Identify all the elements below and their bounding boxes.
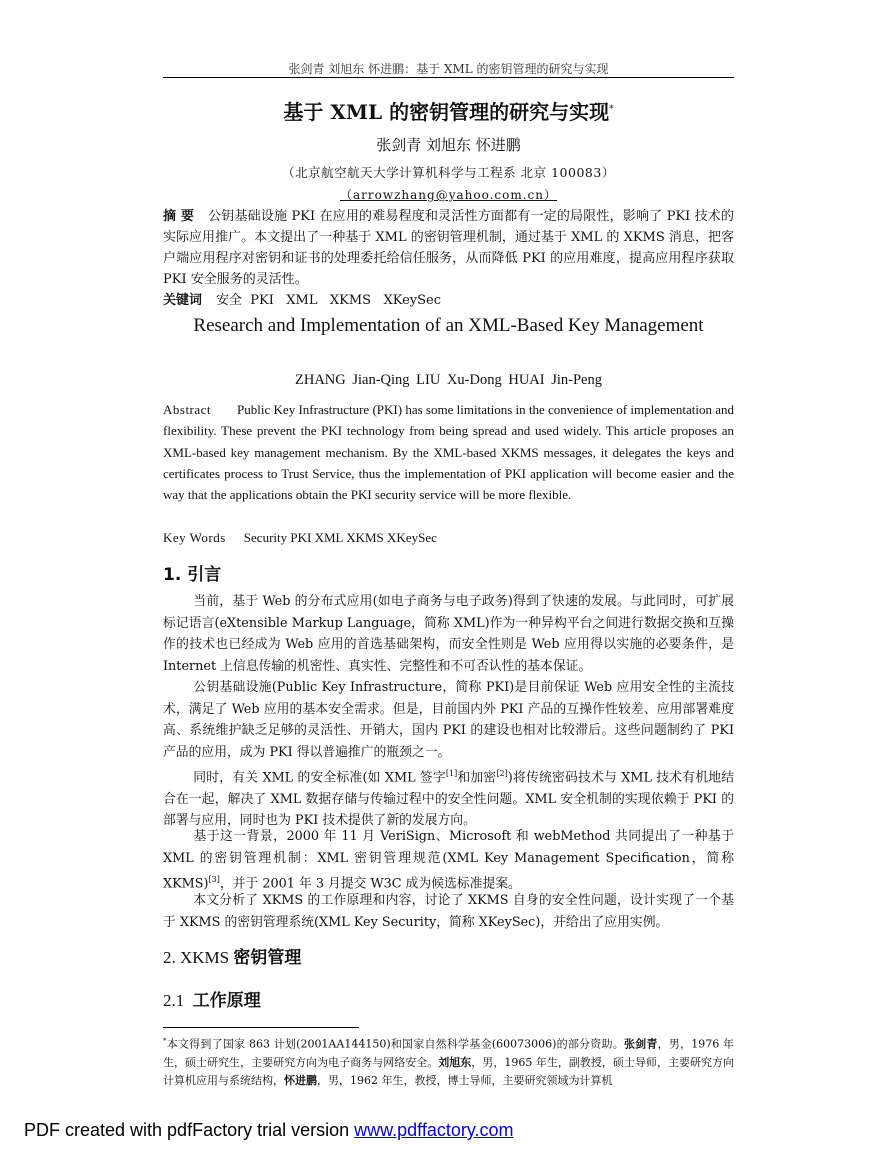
footnote-text-c: ，男，1965 年生，副教授，硕士导师，主要研究方向计算机应用与系统结构，: [163, 1055, 735, 1087]
s1-p3-text-c: )将传统密码技术与 XML 技术有机地结合在一起，解决了 XML 数据存储与传输过程中的安全性问题。XML 安全机制的实现依赖于 PKI 的部署与应用，同时也为 PKI 技术提供了新的发展方向。: [163, 770, 735, 829]
s1-p4-text-b: ，并于 2001 年 3 月提交 W3C 成为候选标准提案。: [219, 876, 521, 892]
keywords-en: [163, 527, 734, 548]
header-rule: [163, 77, 734, 78]
footnote-author-3: 怀进鹏: [284, 1073, 317, 1087]
s1-p1-text: 当前，基于 Web 的分布式应用(如电子商务与电子政务)得到了快速的发展。与此同时，可扩展标记语言(eXtensible Markup Language，简称 XML)作为一种异构平台之间进行数据交换和互操作的技术也已经成为 Web 应用的首选基础架构，而安全性则是 Web 应用得以实施的必要条件，是 Internet 上信息传输的机密性、真实性、完整性和不可否认性的基本保证。: [163, 594, 734, 674]
author-email: [163, 186, 734, 203]
abstract-en-text: Public Key Infrastructure (PKI) has some limitations in the convenience of implementation and flexibility. These prevent the PKI technology from being spread and used widely. This article proposes an XML-based key management mechanism. By the XML-based XKMS messages, it delegates the keys and certificates process to Trust Service, thus the implementation of PKI application will become easier and the way that the applications obtain the PKI security service will be more flexible.: [163, 402, 734, 503]
abstract-cn-text: 公钥基础设施 PKI 在应用的难易程度和灵活性方面都有一定的局限性，影响了 PKI 技术的实际应用推广。本文提出了一种基于 XML 的密钥管理机制，通过基于 XML 的 XKMS 消息，把客户端应用程序对密钥和证书的处理委托给信任服务，从而降低 PKI 的应用难度，提高应用程序获取 PKI 安全服务的灵活性。: [163, 209, 734, 287]
abstract-en: [163, 399, 734, 505]
keywords-en-text: Security PKI XML XKMS XKeySec: [243, 530, 437, 545]
footnote-text-a: 本文得到了国家 863 计划(2001AA144150)和国家自然科学基金(60073006)的部分资助。: [166, 1037, 624, 1051]
keywords-cn-label: 关键词: [163, 293, 203, 308]
section-2-heading: [163, 943, 301, 968]
section-2-1-title: 工作原理: [192, 991, 261, 1011]
citation-1: [1]: [445, 769, 458, 778]
keywords-cn: [163, 290, 734, 311]
abstract-en-label: Abstract: [163, 402, 212, 417]
s1-p3-text-a: 同时，有关 XML 的安全标准(如 XML 签字: [193, 770, 446, 786]
s1-p3-text-b: 和加密: [457, 770, 497, 786]
citation-2: [2]: [496, 769, 508, 778]
section-2-number: 2. XKMS: [163, 948, 230, 967]
paper-title: [163, 96, 734, 125]
affiliation: （北京航空航天大学计算机科学与工程系 北京 100083）: [282, 165, 615, 180]
s1-p2-text: 公钥基础设施(Public Key Infrastructure，简称 PKI)是目前保证 Web 应用安全性的主流技术，满足了 Web 应用的基本安全需求。但是，目前国内外 PKI 产品的互操作性较差、应用部署难度高、系统维护缺乏足够的灵活性、开销大，国内 PKI 的建设也相对比较滞后。这些问题制约了 PKI 产品的应用，成为 PKI 得以普遍推广的瓶颈之一。: [163, 680, 734, 760]
paper-title-en: Research and Implementation of an XML-Based Key Management: [193, 315, 704, 336]
s1-p5-text: 本文分析了 XKMS 的工作原理和内容，讨论了 XKMS 自身的安全性问题，设计实现了一个基于 XKMS 的密钥管理系统(XML Key Security，简称 XKeySec)，并给出了应用实例。: [163, 893, 734, 930]
keywords-cn-text: 安全 PKI XML XKMS XKeySec: [216, 293, 441, 308]
pdf-factory-banner: [24, 1120, 514, 1141]
s1-p4-text-a: 基于这一背景，2000 年 11 月 VeriSign、Microsoft 和 webMethod 共同提出了一种基于 XML 的密钥管理机制：XML 密钥管理规范(XML Key Management Specification，简称 XKMS): [163, 829, 734, 892]
abstract-cn: [163, 206, 734, 290]
footnote-author-1: 张剑青: [623, 1037, 658, 1051]
keywords-en-label: Key Words: [163, 530, 226, 545]
section-1-paragraph-3: [163, 763, 734, 832]
section-1-paragraph-2: [163, 677, 734, 763]
footnote-author-2: 刘旭东: [438, 1055, 472, 1069]
section-1-heading: 1. 引言: [163, 565, 222, 585]
footnote-text-b: ，男，1976 年生，硕士研究生，主要研究方向为电子商务与网络安全。: [163, 1037, 735, 1069]
section-2-1-heading: [163, 986, 261, 1011]
running-head: 张剑青 刘旭东 怀进鹏：基于 XML 的密钥管理的研究与实现: [288, 62, 609, 76]
email-text: （arrowzhang@yahoo.com.cn）: [339, 188, 558, 202]
pdffactory-link[interactable]: www.pdffactory.com: [354, 1120, 514, 1140]
footnote: [163, 1032, 734, 1090]
authors-cn: 张剑青 刘旭东 怀进鹏: [376, 136, 521, 154]
section-1-paragraph-4: [163, 826, 734, 895]
citation-3: [3]: [208, 875, 220, 884]
title-text: 基于 XML 的密钥管理的研究与实现: [283, 100, 610, 124]
footnote-text-d: ，男，1962 年生，教授，博士导师，主要研究领域为计算机: [317, 1073, 613, 1087]
section-2-1-number: 2.1: [163, 991, 185, 1010]
title-footnote-mark: *: [609, 104, 614, 115]
banner-text: PDF created with pdfFactory trial version: [24, 1120, 355, 1140]
footnote-mark: *: [163, 1037, 167, 1045]
authors-en: ZHANG Jian-Qing LIU Xu-Dong HUAI Jin-Peng: [295, 372, 602, 388]
abstract-cn-label: 摘 要: [163, 209, 195, 224]
section-1-paragraph-5: [163, 890, 734, 933]
section-2-title: 密钥管理: [233, 948, 302, 968]
section-1-paragraph-1: [163, 591, 734, 677]
footnote-rule: [163, 1027, 359, 1028]
